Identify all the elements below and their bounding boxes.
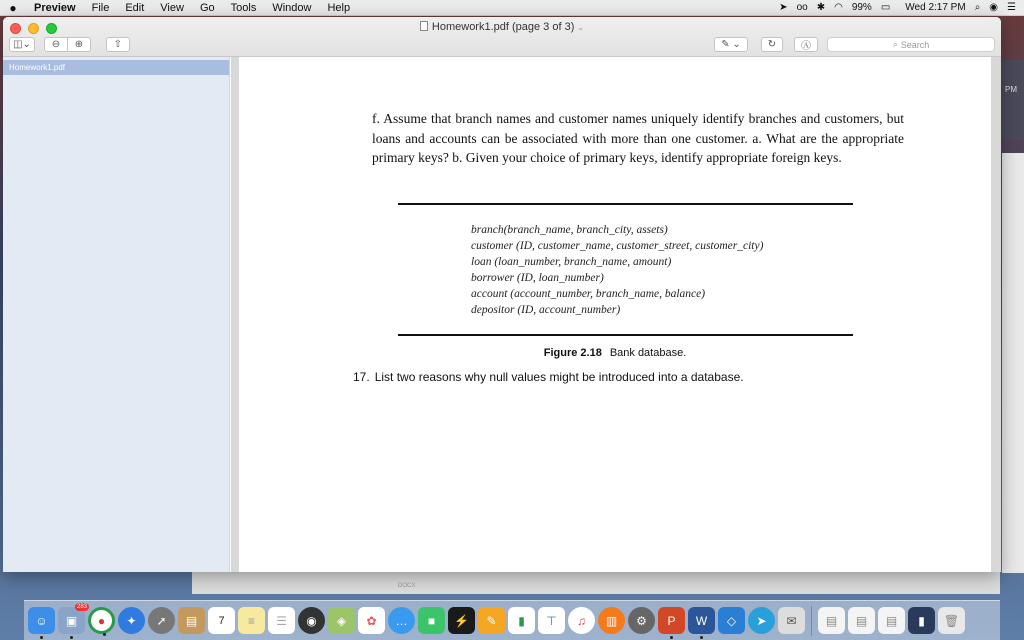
books-icon[interactable]: ▥ [598,607,625,634]
spotlight-icon[interactable]: ⌕ [974,2,981,13]
chevron-down-icon[interactable]: ⌄ [577,23,585,32]
system-preferences-icon[interactable]: ⚙ [628,607,655,634]
bluetooth-icon[interactable]: ✱ [816,2,826,13]
chrome-icon[interactable]: ● [88,607,115,634]
background-docx-label: DOCX [398,583,416,589]
schema-list [471,222,763,318]
pages-icon[interactable]: ✎ [478,607,505,634]
figure-label: Figure 2.18 [543,347,602,359]
zoom-in-icon: ⊕ [74,39,84,50]
stickies-icon[interactable]: ≡ [238,607,265,634]
notes-icon[interactable]: ▤ [178,607,205,634]
messages-icon[interactable]: … [388,607,415,634]
background-time: PM [1005,85,1017,94]
vscode-icon[interactable]: ◇ [718,607,745,634]
question-17-text: List two reasons why null values might be introduced into a database. [374,370,744,384]
zoom-out-icon: ⊖ [51,39,61,50]
background-window-right [1002,153,1024,573]
location-icon[interactable]: ➤ [779,2,788,13]
sidebar-icon: ◫⌄ [13,39,31,50]
markup-toolbar-icon: Ⓐ [801,41,811,52]
document-icon [420,21,428,31]
calendar-icon[interactable] [208,607,235,634]
word-icon[interactable]: W [688,607,715,634]
pdf-page [239,57,991,572]
document-thumbnail-icon[interactable]: ▤ [848,607,875,634]
menu-edit[interactable]: Edit [125,1,145,14]
preview-window [3,17,1001,572]
menu-window[interactable]: Window [272,1,312,14]
rotate-button[interactable] [761,37,783,52]
trash-icon[interactable]: 🗑 [938,607,965,634]
photos-icon[interactable]: ✿ [358,607,385,634]
schema-line: borrower (ID, loan_number) [471,272,604,284]
search-placeholder: Search [900,39,930,50]
notification-center-icon[interactable]: ☰ [1007,2,1016,13]
launchpad-icon[interactable]: ➚ [148,607,175,634]
maps-icon[interactable]: ◈ [328,607,355,634]
document-thumbnail-icon[interactable]: ▤ [878,607,905,634]
sidebar [3,57,230,572]
menu-go[interactable]: Go [199,1,215,14]
zoom-in-button[interactable] [67,37,91,52]
title-bar [3,17,1001,57]
pen-icon: ✎ ⌄ [721,39,741,50]
mail-icon[interactable]: ✉ [778,607,805,634]
rotate-icon: ↻ [767,39,777,50]
menu-preview[interactable]: Preview [34,1,76,14]
reminders-icon[interactable]: ☰ [268,607,295,634]
menu-bar [0,0,1024,16]
question-17-number: 17. [353,370,370,384]
music-icon[interactable]: ♫ [568,607,595,634]
share-icon: ⇧ [113,39,123,50]
menu-file[interactable]: File [91,1,110,14]
question-17 [353,370,744,384]
zoom-out-button[interactable] [44,37,68,52]
background-window-bottom [192,570,1000,594]
window-title[interactable] [3,21,1001,33]
schema-line: loan (loan_number, branch_name, amount) [471,256,672,268]
figure-caption-text: Bank database. [609,347,687,359]
downloads-folder-icon[interactable]: ▮ [908,607,935,634]
siri-menu-icon[interactable]: ◉ [989,2,999,13]
schema-line: branch(branch_name, branch_city, assets) [471,224,668,236]
schema-line: depositor (ID, account_number) [471,304,621,316]
menu-help[interactable]: Help [327,1,351,14]
dock-separator [811,606,812,636]
notification-badge: 283 [76,604,87,610]
sidebar-toggle-button[interactable] [9,37,35,52]
schema-line: account (account_number, branch_name, balance) [471,288,706,300]
schema-line: customer (ID, customer_name, customer_street, customer_city) [471,240,764,252]
search-input[interactable] [827,37,995,52]
facetime-icon[interactable]: ■ [418,607,445,634]
menu-tools[interactable]: Tools [230,1,257,14]
battery-icon[interactable]: ▭ [880,2,891,13]
keynote-icon[interactable]: ⊤ [538,607,565,634]
calendar-day: 7 [218,614,225,627]
search-icon: ⌕ [892,39,898,49]
menu-view[interactable]: View [160,1,184,14]
finder-icon[interactable]: ☺ [28,607,55,634]
dock [24,600,1000,640]
numbers-icon[interactable]: ▮ [508,607,535,634]
window-title-text: Homework1.pdf (page 3 of 3) [431,21,575,33]
share-button[interactable] [106,37,130,52]
sidebar-item-homework1[interactable]: Homework1.pdf [3,60,229,75]
telegram-icon[interactable]: ➤ [748,607,775,634]
background-window-dark [1002,60,1024,140]
clock[interactable]: Wed 2:17 PM [905,2,966,13]
powerpoint-icon[interactable]: P [658,607,685,634]
siri-icon[interactable]: ◉ [298,607,325,634]
ftp-icon[interactable]: ⚡ [448,607,475,634]
preview-icon[interactable]: ▣ 283 [58,607,85,634]
glasses-icon[interactable]: oo [796,2,808,13]
battery-percent[interactable]: 99% [851,2,872,13]
figure-top-rule [398,203,853,205]
document-thumbnail-icon[interactable]: ▤ [818,607,845,634]
markup-button[interactable] [714,37,748,52]
apple-menu-icon[interactable]: ● [9,0,17,15]
question-f-text: f. Assume that branch names and customer names uniquely identify branches and customers, but loans and accounts can be associated with more than one customer. a. What are the appropriate primary keys? b. Given your choice of primary keys, identify appropriate foreign keys. [372,111,904,165]
wifi-icon[interactable]: ◠ [834,2,843,13]
figure-bottom-rule [398,334,853,336]
annotate-button[interactable] [794,37,818,52]
figure-caption [239,347,991,359]
safari-icon[interactable]: ✦ [118,607,145,634]
